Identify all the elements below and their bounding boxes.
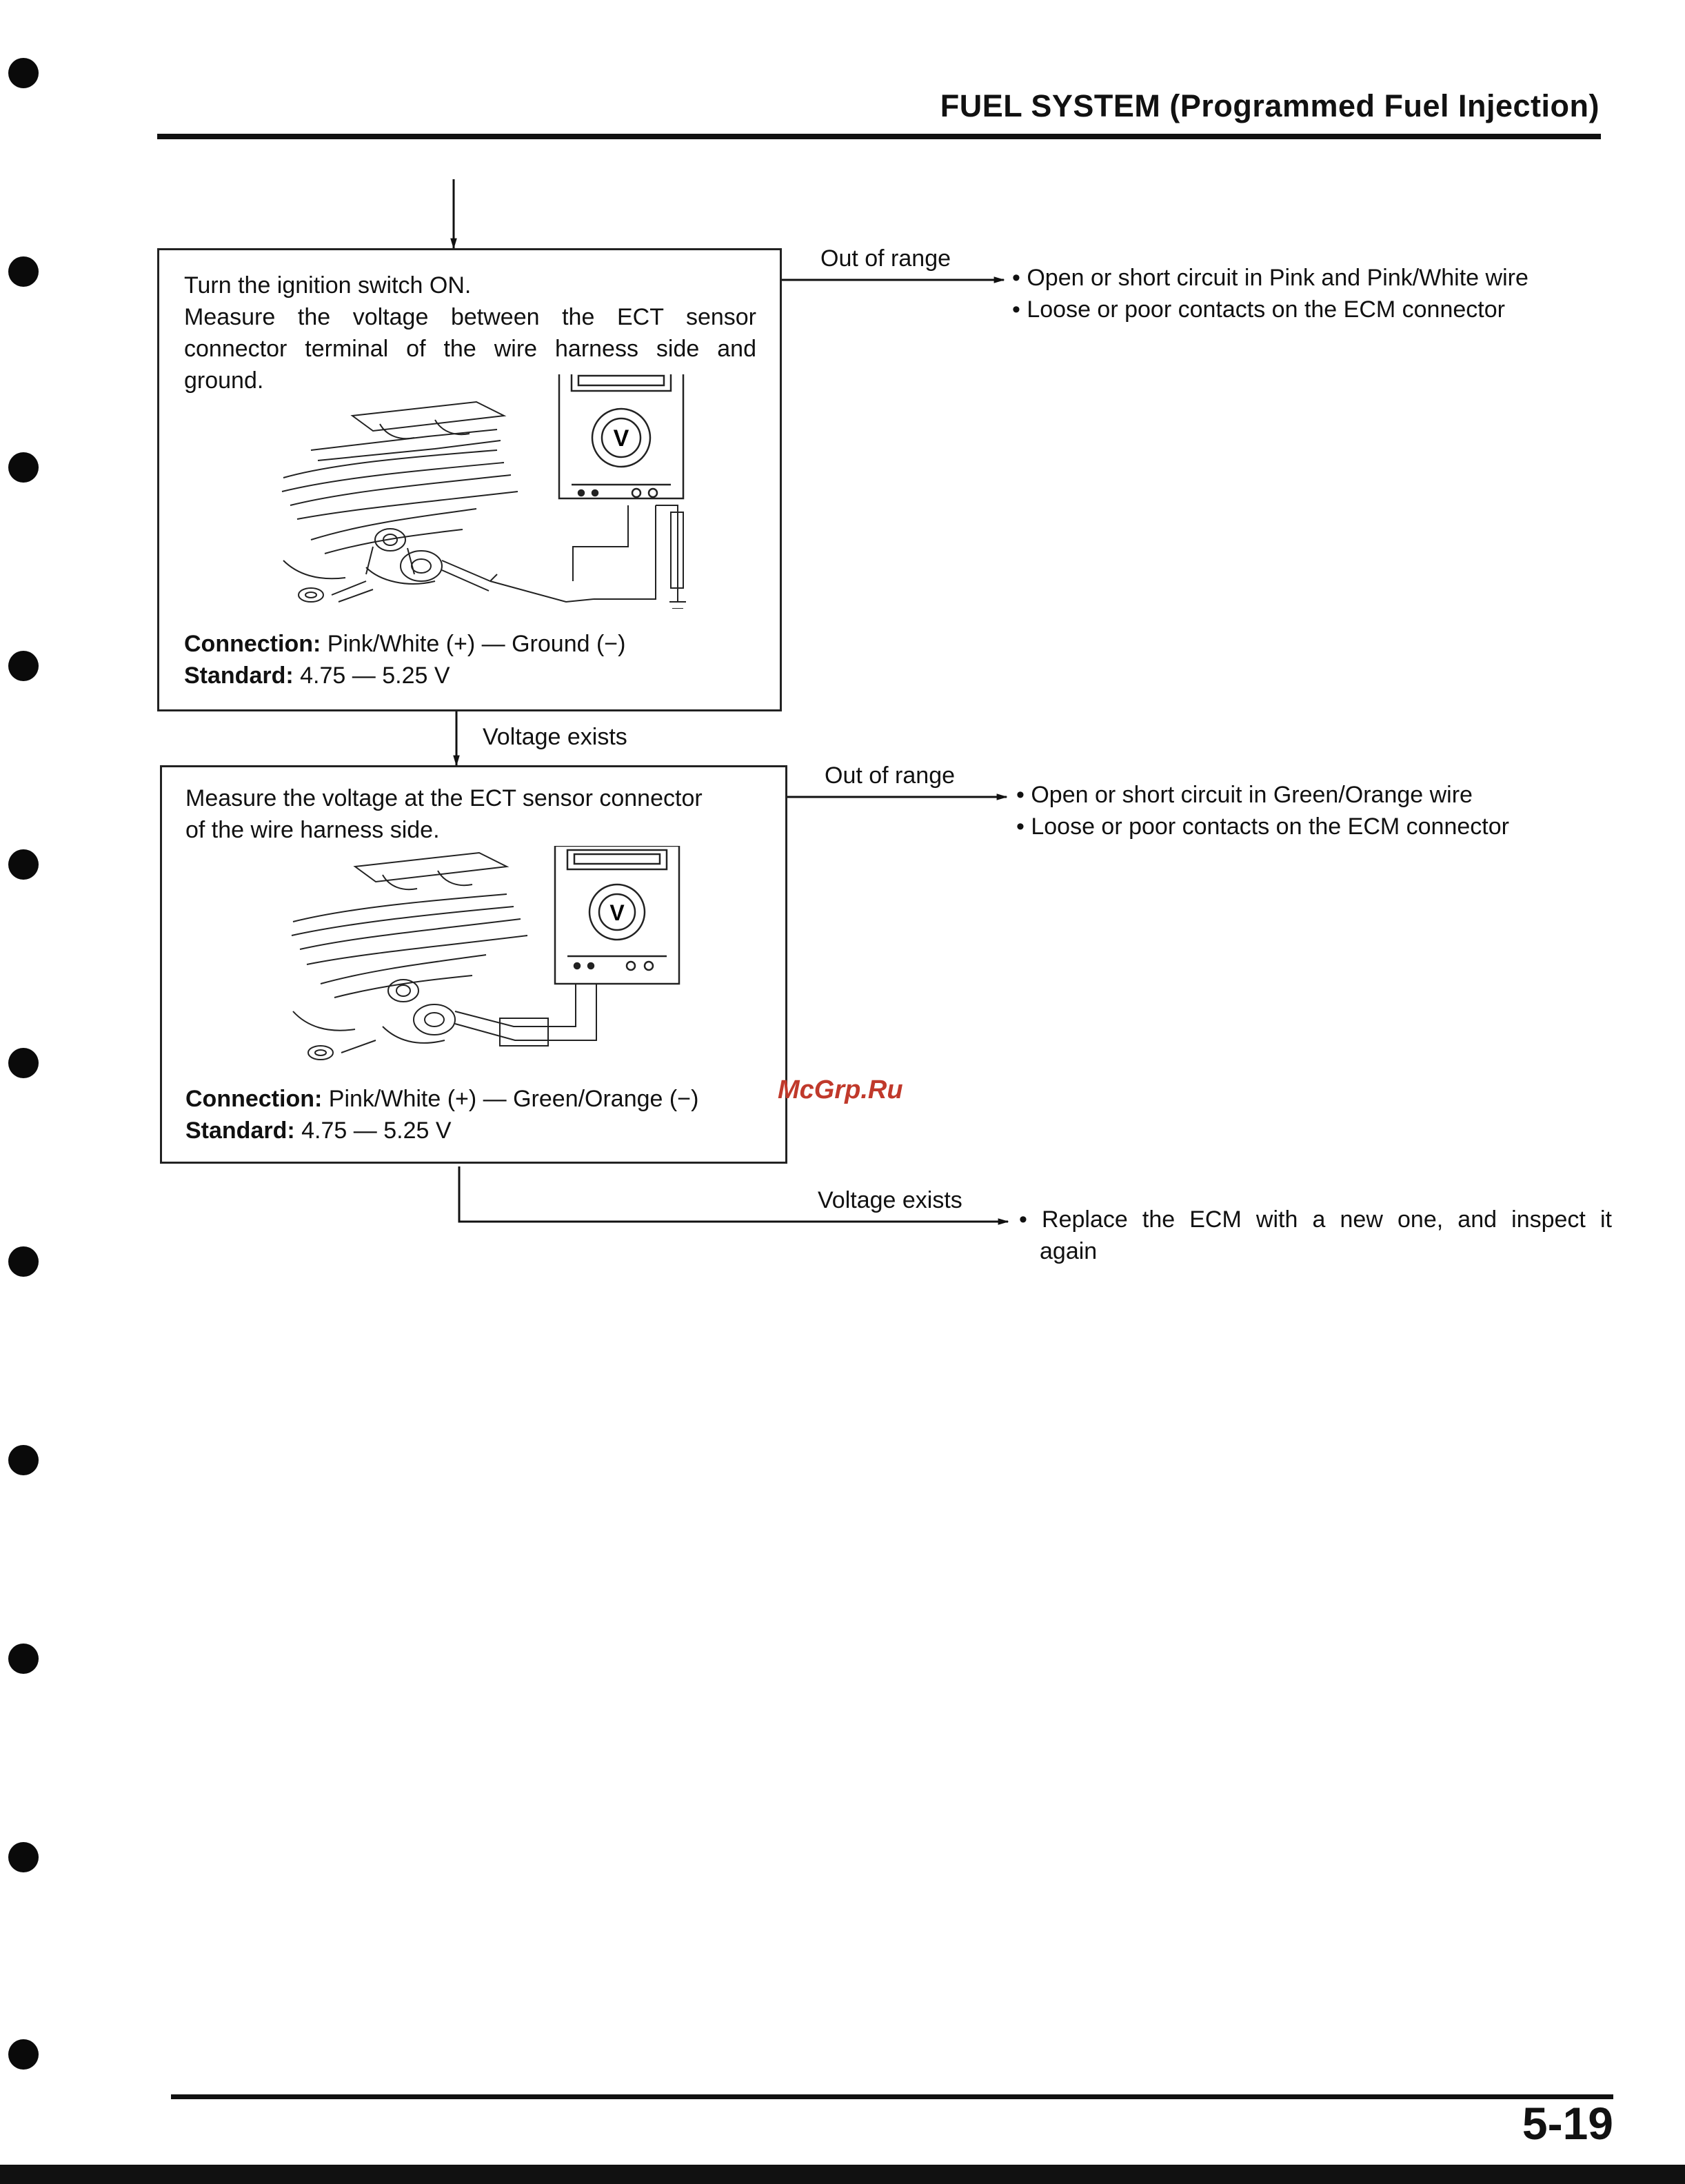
connection-value: Pink/White (+) — Green/Orange (−) — [328, 1086, 699, 1112]
step1-out-of-range-label: Out of range — [820, 245, 951, 272]
step1-line-1: Turn the ignition switch ON. — [184, 272, 472, 299]
final-result-1: • Replace the ECM with a new one, and inspect it — [1019, 1206, 1612, 1233]
watermark: McGrp.Ru — [778, 1075, 903, 1104]
step1-voltage-exists-label: Voltage exists — [483, 724, 627, 750]
page-number: 5-19 — [1522, 2098, 1613, 2149]
step1-box — [157, 248, 782, 711]
step1-connection — [184, 628, 625, 660]
standard-label: Standard: — [184, 663, 294, 689]
scan-edge-band — [0, 2165, 1685, 2184]
meter-v-symbol: V — [609, 900, 625, 925]
section-title: FUEL SYSTEM (Programmed Fuel Injection) — [940, 88, 1600, 123]
step2-result-2: • Loose or poor contacts on the ECM connector — [1016, 813, 1509, 840]
step2-box — [160, 765, 787, 1164]
step2-result-1: • Open or short circuit in Green/Orange wire — [1016, 782, 1473, 808]
step2-standard — [185, 1115, 452, 1146]
connection-label: Connection: — [184, 631, 321, 657]
standard-value: 4.75 — 5.25 V — [301, 1118, 452, 1144]
step1-result-1: • Open or short circuit in Pink and Pink/White wire — [1012, 265, 1528, 291]
step1-line-3: connector terminal of the wire harness side and — [184, 336, 756, 362]
standard-label: Standard: — [185, 1118, 295, 1144]
step2-connection — [185, 1083, 698, 1115]
step2-illustration — [279, 846, 776, 1073]
connection-label: Connection: — [185, 1086, 323, 1112]
step1-line-2: Measure the voltage between the ECT sensor — [184, 304, 756, 330]
step2-results — [1016, 779, 1509, 842]
step1-line-4: ground. — [184, 367, 264, 394]
step1-results — [1012, 262, 1528, 325]
step1-standard — [184, 660, 450, 691]
meter-v-symbol: V — [613, 425, 629, 452]
connection-value: Pink/White (+) — Ground (−) — [327, 631, 626, 657]
standard-value: 4.75 — 5.25 V — [300, 663, 450, 689]
final-results — [1019, 1204, 1612, 1267]
step2-instructions — [185, 782, 765, 846]
step2-out-of-range-label: Out of range — [825, 762, 956, 789]
step2-line-1: Measure the voltage at the ECT sensor connector — [185, 785, 703, 811]
footer-rule — [171, 2094, 1613, 2099]
step2-line-2: of the wire harness side. — [185, 817, 440, 843]
final-result-2: again — [1040, 1238, 1098, 1264]
step2-voltage-exists-label: Voltage exists — [818, 1187, 962, 1213]
step1-result-2: • Loose or poor contacts on the ECM connector — [1012, 296, 1505, 323]
step1-illustration — [270, 374, 766, 609]
